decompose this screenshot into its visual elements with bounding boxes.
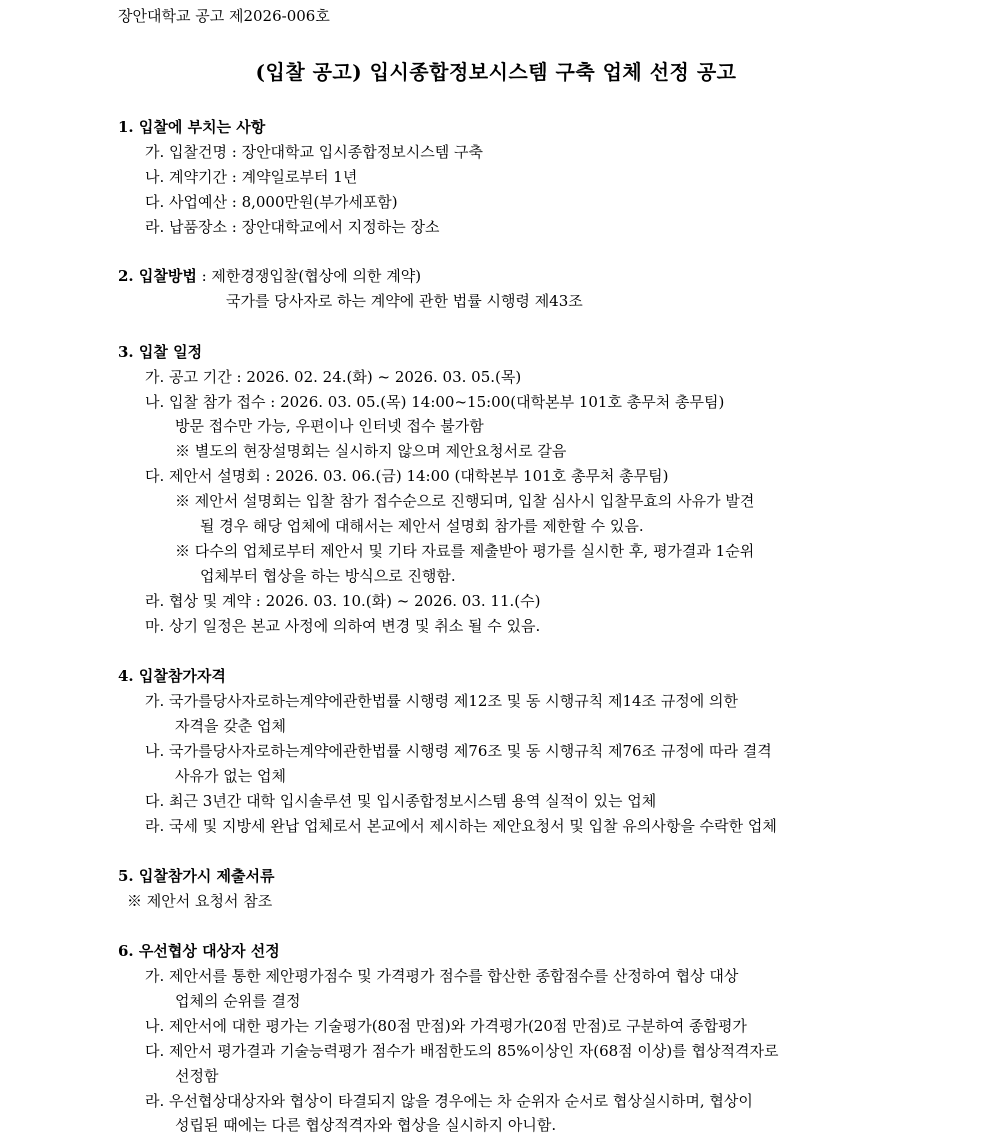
list-item: 가. 국가를당사자로하는계약에관한법률 시행령 제12조 및 동 시행규칙 제14조 규정에 의한 [145,692,739,710]
list-item: 방문 접수만 가능, 우편이나 인터넷 접수 불가함 [175,417,484,435]
list-item: 라. 국세 및 지방세 완납 업체로서 본교에서 제시하는 제안요청서 및 입찰 유의사항을 수락한 업체 [145,817,777,835]
list-item: 가. 입찰건명 : 장안대학교 입시종합정보시스템 구축 [145,143,483,161]
section-2-heading: 2. 입찰방법 [118,267,197,285]
list-item: 나. 입찰 참가 접수 : 2026. 03. 05.(목) 14:00~15:00(대학본부 101호 총무처 총무팀) [145,393,725,411]
section-3-heading: 3. 입찰 일정 [118,343,203,361]
list-item: 다. 제안서 평가결과 기술능력평가 점수가 배점한도의 85%이상인 자(68점 이상)를 협상적격자로 [145,1042,779,1060]
list-item: 다. 제안서 설명회 : 2026. 03. 06.(금) 14:00 (대학본부 101호 총무처 총무팀) [145,467,669,485]
section-2-line [118,266,421,286]
section-5-heading: 5. 입찰참가시 제출서류 [118,867,275,885]
list-item: ※ 별도의 현장설명회는 실시하지 않으며 제안요청서로 갈음 [175,442,567,460]
list-item: 마. 상기 일정은 본교 사정에 의하여 변경 및 취소 될 수 있음. [145,617,541,635]
list-item: 선정함 [175,1067,219,1085]
list-item: ※ 제안서 설명회는 입찰 참가 접수순으로 진행되며, 입찰 심사시 입찰무효의 사유가 발견 [175,492,755,510]
list-item: 다. 최근 3년간 대학 입시솔루션 및 입시종합정보시스템 용역 실적이 있는 업체 [145,792,657,810]
section-6-heading: 6. 우선협상 대상자 선정 [118,942,280,960]
list-item: 나. 계약기간 : 계약일로부터 1년 [145,168,358,186]
list-item: 나. 제안서에 대한 평가는 기술평가(80점 만점)와 가격평가(20점 만점)로 구분하여 종합평가 [145,1017,747,1035]
list-item: 사유가 없는 업체 [175,767,286,785]
list-item: ※ 다수의 업체로부터 제안서 및 기타 자료를 제출받아 평가를 실시한 후, 평가결과 1순위 [175,542,755,560]
list-item: 라. 우선협상대상자와 협상이 타결되지 않을 경우에는 차 순위자 순서로 협상실시하며, 협상이 [145,1092,753,1110]
notice-number: 장안대학교 공고 제2026-006호 [118,7,330,25]
list-item: 나. 국가를당사자로하는계약에관한법률 시행령 제76조 및 동 시행규칙 제76조 규정에 따라 결격 [145,742,772,760]
list-item: ※ 제안서 요청서 참조 [127,892,273,910]
list-item: 다. 사업예산 : 8,000만원(부가세포함) [145,193,398,211]
section-2-method: : 제한경쟁입찰(협상에 의한 계약) [196,267,422,285]
list-item: 가. 공고 기간 : 2026. 02. 24.(화) ~ 2026. 03. 05.(목) [145,368,522,386]
section-2-legal-basis: 국가를 당사자로 하는 계약에 관한 법률 시행령 제43조 [226,292,583,310]
section-1-heading: 1. 입찰에 부치는 사항 [118,118,266,136]
page-title: (입찰 공고) 입시종합정보시스템 구축 업체 선정 공고 [255,60,737,84]
list-item: 성립된 때에는 다른 협상적격자와 협상을 실시하지 아니함. [175,1116,557,1134]
list-item: 업체의 순위를 결정 [175,992,301,1010]
list-item: 자격을 갖춘 업체 [175,717,286,735]
list-item: 가. 제안서를 통한 제안평가점수 및 가격평가 점수를 합산한 종합점수를 산정하여 협상 대상 [145,967,739,985]
list-item: 라. 납품장소 : 장안대학교에서 지정하는 장소 [145,218,440,236]
list-item: 업체부터 협상을 하는 방식으로 진행함. [200,567,456,585]
list-item: 라. 협상 및 계약 : 2026. 03. 10.(화) ~ 2026. 03. 11.(수) [145,592,541,610]
list-item: 될 경우 해당 업체에 대해서는 제안서 설명회 참가를 제한할 수 있음. [200,517,644,535]
section-4-heading: 4. 입찰참가자격 [118,667,226,685]
